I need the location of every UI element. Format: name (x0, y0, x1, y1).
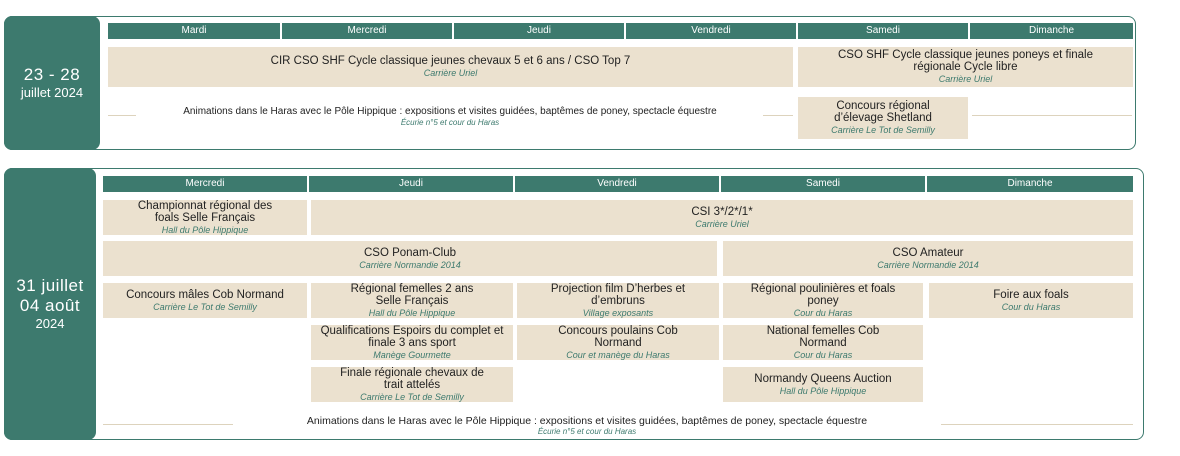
animation-line-left (103, 424, 233, 425)
event-concours-males-cob (103, 283, 307, 318)
week-2-date-start: 31 juillet (16, 276, 84, 295)
week-1-month: juillet 2024 (20, 85, 84, 100)
event-title: Concours poulains Cob Normand (558, 324, 678, 349)
event-location: Cour du Haras (1001, 301, 1061, 312)
day-header-jeudi: Jeudi (454, 23, 624, 39)
event-concours-shetland (798, 97, 968, 139)
animation-title: Animations dans le Haras avec le Pôle Hippique : expositions et visites guidées, baptêmes de poney, spectacle équestre (183, 105, 717, 117)
animation-line-mid (763, 115, 793, 116)
event-title: Régional femelles 2 ans Selle Français (350, 282, 474, 307)
event-title: Concours régional d’élevage Shetland (834, 100, 932, 124)
animation-line-left (108, 115, 136, 116)
day-header-mercredi: Mercredi (103, 176, 307, 192)
event-location: Cour du Haras (793, 307, 853, 318)
event-location: Carrière Le Tot de Semilly (153, 301, 257, 312)
day-header-vendredi: Vendredi (515, 176, 719, 192)
event-regional-poulinieres (723, 283, 923, 318)
event-location: Carrière Le Tot de Semilly (360, 391, 464, 402)
event-csi (311, 200, 1133, 235)
event-cir-cso-shf (108, 47, 793, 87)
event-title: National femelles Cob Normand (766, 324, 880, 349)
day-header-samedi: Samedi (798, 23, 968, 39)
event-title: Foire aux foals (993, 288, 1069, 301)
event-regional-femelles-2-ans (311, 283, 513, 318)
animation-location: Écurie n°5 et cour du Haras (400, 117, 500, 127)
event-cso-amateur (723, 241, 1133, 276)
event-foire-aux-foals (929, 283, 1133, 318)
event-cso-ponam-club (103, 241, 717, 276)
day-header-mercredi: Mercredi (282, 23, 452, 39)
event-location: Cour du Haras (793, 349, 853, 360)
event-location: Hall du Pôle Hippique (161, 224, 249, 235)
event-location: Carrière Le Tot de Semilly (831, 125, 935, 135)
event-location: Carrière Uriel (423, 68, 478, 78)
day-header-mardi: Mardi (108, 23, 280, 39)
animation-location: Écurie n°5 et cour du Haras (537, 426, 637, 436)
week-2-date-end: 04 août (19, 296, 81, 315)
event-title: CSO SHF Cycle classique jeunes poneys et finale régionale Cycle libre (837, 49, 1094, 73)
event-title: Projection film D’herbes et d’embruns (550, 282, 686, 307)
week-1-schedule (4, 16, 1136, 150)
animation-title: Animations dans le Haras avec le Pôle Hippique : expositions et visites guidées, baptêmes de poney, spectacle équestre (306, 414, 868, 427)
event-championnat-foals (103, 200, 307, 235)
event-location: Cour et manège du Haras (566, 349, 670, 360)
event-location: Carrière Uriel (938, 74, 993, 84)
event-national-femelles-cob (723, 325, 923, 360)
event-cso-shf-poneys (798, 47, 1133, 87)
event-title: Championnat régional des foals Selle Français (137, 199, 273, 224)
day-header-samedi: Samedi (721, 176, 925, 192)
event-title: CIR CSO SHF Cycle classique jeunes chevaux 5 et 6 ans / CSO Top 7 (270, 55, 631, 67)
event-projection-film (517, 283, 719, 318)
day-header-vendredi: Vendredi (626, 23, 796, 39)
event-title: CSO Amateur (892, 246, 964, 259)
week-1-date-block (4, 16, 100, 150)
event-location: Carrière Normandie 2014 (877, 259, 979, 270)
day-header-dimanche: Dimanche (970, 23, 1133, 39)
event-title: Régional poulinières et foals poney (750, 282, 896, 307)
event-location: Carrière Uriel (695, 218, 749, 229)
event-location: Village exposants (582, 307, 654, 318)
animation-banner (237, 413, 937, 437)
week-2-schedule (4, 168, 1144, 440)
animation-line-right (972, 115, 1132, 116)
event-title: CSO Ponam-Club (363, 246, 457, 259)
event-location: Carrière Normandie 2014 (359, 259, 461, 270)
event-title: Concours mâles Cob Normand (126, 288, 284, 301)
week-2-date-block (4, 168, 96, 440)
event-normandy-queens-auction (723, 367, 923, 402)
event-concours-poulains-cob (517, 325, 719, 360)
event-title: Qualifications Espoirs du complet et finale 3 ans sport (320, 324, 504, 349)
animation-line-right (941, 424, 1133, 425)
event-qualifications-espoirs (311, 325, 513, 360)
week-1-date-range: 23 - 28 (23, 65, 81, 84)
animation-banner (140, 105, 760, 127)
event-location: Hall du Pôle Hippique (368, 307, 456, 318)
event-location: Hall du Pôle Hippique (779, 385, 867, 396)
event-title: Normandy Queens Auction (754, 372, 892, 385)
event-title: CSI 3*/2*/1* (691, 205, 753, 218)
day-header-jeudi: Jeudi (309, 176, 513, 192)
event-title: Finale régionale chevaux de trait attelés (340, 366, 484, 391)
event-location: Manège Gourmette (373, 349, 451, 360)
day-header-dimanche: Dimanche (927, 176, 1133, 192)
week-2-year: 2024 (35, 316, 65, 331)
event-finale-chevaux-trait (311, 367, 513, 402)
